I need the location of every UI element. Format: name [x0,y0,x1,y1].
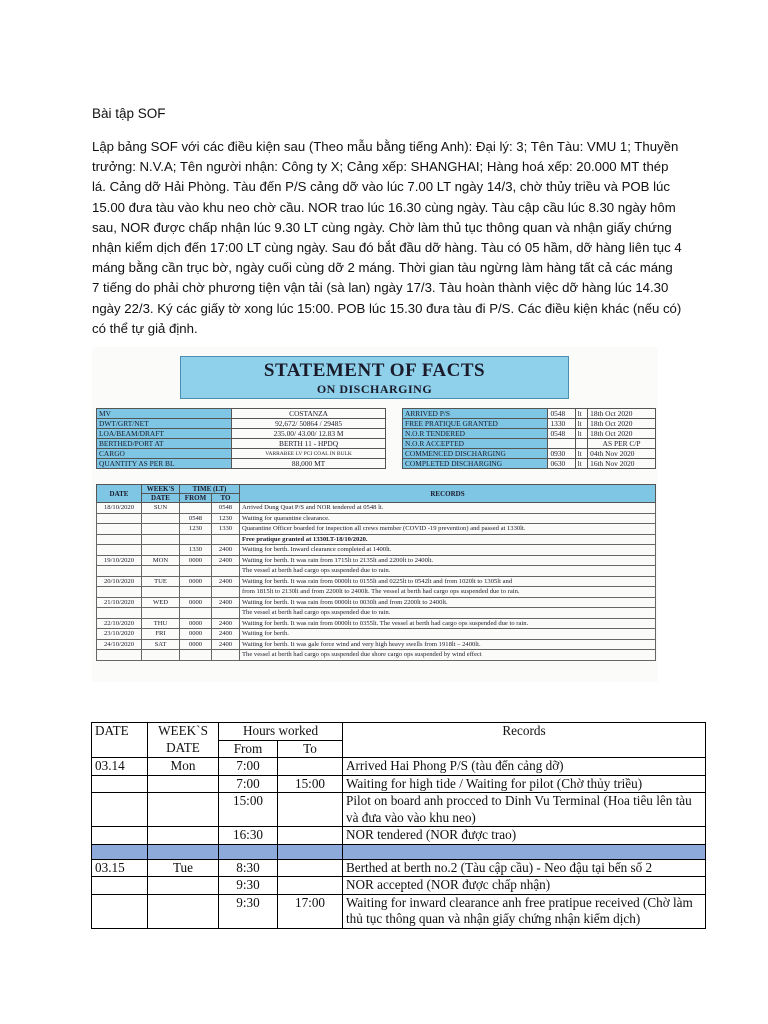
table-row [97,618,656,629]
info-label: COMMENCED DISCHARGING [403,449,548,459]
row-from: 0000 [180,576,212,587]
row-from [180,503,212,514]
sample-records-body [97,503,656,661]
table-row [97,639,656,650]
table-row [97,545,656,556]
row-date [92,894,148,928]
row-to: 2400 [212,576,240,587]
table-row [97,597,656,608]
row-date [97,650,142,661]
info-date: 16th Nov 2020 [588,459,656,469]
info-row [403,419,656,429]
document-title: Bài tập SOF [92,106,166,121]
info-unit: lt [575,409,588,419]
info-value: BERTH 11 - HPDQ [232,439,386,449]
row-from [180,650,212,661]
row-date: 03.14 [92,758,148,776]
info-label: LOA/BEAM/DRAFT [97,429,232,439]
row-from: 0000 [180,618,212,629]
table-row [92,827,706,845]
row-day: SUN [142,503,180,514]
row-from: 0000 [180,629,212,640]
row-date: 22/10/2020 [97,618,142,629]
info-label: QUANTITY AS PER BL [97,459,232,469]
info-time: 0930 [548,449,575,459]
sample-col-weeks: WEEK'S [142,485,180,494]
info-date: 18th Oct 2020 [588,429,656,439]
row-to [278,758,343,776]
info-value: VARRABEE LV PCI COAL IN BULK [232,449,386,459]
row-day: Mon [148,758,219,776]
row-record: from 1815lt to 2130lt and from 2200lt to 2400lt. The vessel at berth had cargo ops suspended due to rain. [240,587,656,598]
row-day: TUE [142,576,180,587]
info-row [403,459,656,469]
row-to [278,827,343,845]
row-date [97,545,142,556]
row-to: 1330 [212,524,240,535]
table-row [97,629,656,640]
info-date: 04th Nov 2020 [588,449,656,459]
table-row [97,566,656,577]
row-record: The vessel at berth had cargo ops suspended due shore cargo ops suspended by wind effect [240,650,656,661]
row-record: Free pratique granted at 1330LT-18/10/2020. [240,534,656,545]
info-value: 235.00/ 43.00/ 12.83 M [232,429,386,439]
row-day [148,827,219,845]
sof-col-weeks: WEEK`S [158,723,208,738]
info-label: ARRIVED P/S [403,409,548,419]
info-row [97,409,386,419]
info-label: COMPLETED DISCHARGING [403,459,548,469]
info-value: 92,672/ 50864 / 29485 [232,419,386,429]
sof-col-week-date: DATE [166,739,200,755]
row-to: 0548 [212,503,240,514]
table-row [92,894,706,928]
info-row [97,439,386,449]
table-row [92,859,706,877]
sof-col-hours: Hours worked [219,723,343,741]
row-day: SAT [142,639,180,650]
row-date: 20/10/2020 [97,576,142,587]
row-day [142,534,180,545]
row-record: Waiting for berth. It was rain from 0000lt to 0030lt and from 2200lt to 2400lt. [240,597,656,608]
row-date: 21/10/2020 [97,597,142,608]
row-day [142,650,180,661]
separator-cell [148,844,219,859]
row-day [142,513,180,524]
sample-sof-heading-box [180,356,569,399]
sample-col-week-date: DATE [142,494,180,503]
row-record: Quarantine Officer boarded for inspection all crews member (COVID -19 prevention) and passed at 1330lt. [240,524,656,535]
row-day [142,587,180,598]
row-day [148,894,219,928]
row-date: 19/10/2020 [97,555,142,566]
row-record: Waiting for berth. It was rain from 1715lt to 2135lt and 2200lt to 2400lt. [240,555,656,566]
sof-col-date: DATE [92,723,148,758]
row-record: Waiting for berth. Inward clearance completed at 1400lt. [240,545,656,556]
table-row [92,877,706,895]
row-record: Waiting for berth. It was rain from 0000lt to 0355lt. The vessel at berth had cargo ops suspended due to rain. [240,618,656,629]
row-to: 2400 [212,597,240,608]
row-date [92,827,148,845]
row-date [97,534,142,545]
separator-row [92,844,706,859]
row-from: 1330 [180,545,212,556]
row-day: MON [142,555,180,566]
info-unit: lt [575,429,588,439]
info-unit: lt [575,419,588,429]
row-to [278,859,343,877]
info-value: 88,000 MT [232,459,386,469]
info-value: COSTANZA [232,409,386,419]
table-row [92,775,706,793]
info-unit: lt [575,459,588,469]
row-day: WED [142,597,180,608]
info-time: 0630 [548,459,575,469]
row-to: 2400 [212,555,240,566]
row-from: 7:00 [219,775,278,793]
row-from [180,566,212,577]
row-to: 1230 [212,513,240,524]
row-date: 23/10/2020 [97,629,142,640]
table-row [97,503,656,514]
sof-col-records: Records [343,723,706,758]
row-date [97,587,142,598]
row-to [212,587,240,598]
row-day [148,877,219,895]
row-to: 2400 [212,618,240,629]
row-from: 9:30 [219,877,278,895]
info-label: CARGO [97,449,232,459]
row-day [142,608,180,619]
info-time [548,439,575,449]
sample-sof-image [92,347,658,682]
sample-col-to: TO [212,494,240,503]
row-to: 17:00 [278,894,343,928]
separator-cell [219,844,278,859]
separator-cell [343,844,706,859]
info-label: N.O.R TENDERED [403,429,548,439]
row-from [180,534,212,545]
row-to [212,534,240,545]
row-date [97,566,142,577]
info-time: 0548 [548,409,575,419]
separator-cell [278,844,343,859]
sample-vessel-info [96,408,386,469]
info-row [403,429,656,439]
info-row [97,419,386,429]
row-to [212,566,240,577]
row-from: 8:30 [219,859,278,877]
sof-col-to: To [278,740,343,758]
row-record: Waiting for quarantine clearance. [240,513,656,524]
row-day [142,524,180,535]
row-from: 15:00 [219,793,278,827]
sample-sof-heading: STATEMENT OF FACTS [263,360,486,381]
row-record: Waiting for berth. It was gale force wind and very high heavy swells from 1918lt – 2400lt. [240,639,656,650]
row-day [148,793,219,827]
row-record: The vessel at berth had cargo ops suspended due to rain. [240,608,656,619]
row-record: Waiting for inward clearance anh free pratipue received (Chờ làm thủ tục thông quan và nhận giấy chứng nhận kiểm dịch) [343,894,706,928]
row-date: 18/10/2020 [97,503,142,514]
row-record: Berthed at berth no.2 (Tàu cập cầu) - Neo đậu tại bến số 2 [343,859,706,877]
info-unit [575,439,588,449]
sample-col-records: RECORDS [240,485,656,503]
row-from: 0548 [180,513,212,524]
row-to [212,608,240,619]
info-row [403,449,656,459]
row-day [148,775,219,793]
row-date: 03.15 [92,859,148,877]
table-row [97,534,656,545]
table-row [97,576,656,587]
table-row [97,587,656,598]
row-record: Waiting for berth. It was rain from 0000lt to 0155lt and 0225lt to 0542lt and from 1020lt to 1305lt and [240,576,656,587]
sof-header-row [92,723,706,741]
row-from [180,608,212,619]
info-label: FREE PRATIQUE GRANTED [403,419,548,429]
sample-records-table [96,484,656,661]
table-row [97,555,656,566]
row-from: 0000 [180,639,212,650]
row-to: 2400 [212,629,240,640]
row-date [92,775,148,793]
row-day: Tue [148,859,219,877]
row-day [142,566,180,577]
row-date [97,608,142,619]
row-record: Arrived Hai Phong P/S (tàu đến cảng dỡ) [343,758,706,776]
row-date [97,513,142,524]
row-record: Waiting for berth. [240,629,656,640]
info-time: 0548 [548,429,575,439]
exercise-paragraph: Lập bảng SOF với các điều kiện sau (Theo mẫu bằng tiếng Anh): Đại lý: 3; Tên Tàu: VMU 1; Thuyền trưởng: N.V.A; Tên người nhận: Công ty X; Cảng xếp: SHANGHAI; Hàng hoá xếp: 20.000 MT thép lá. Cảng dỡ Hải Phòng. Tàu đến P/S cảng dỡ vào lúc 7.00 LT ngày 14/3, chờ thủy triều và POB lúc 15.00 đưa tàu vào khu neo chờ cầu. NOR trao lúc 16.30 cùng ngày. Tàu cập cầu lúc 8.30 ngày hôm sau, NOR được chấp nhận lúc 9.30 LT cùng ngày. Chờ làm thủ tục thông quan và nhận giấy chứng nhận kiểm dịch đến 17:00 LT cùng ngày. Sau đó bắt đầu dỡ hàng. Tàu có 05 hầm, dỡ hàng liên tục 4 máng bằng cần trục bờ, ngày cuối cùng dỡ 2 máng. Thời gian tàu ngừng làm hàng tất cả các máng 7 tiếng do phải chờ phương tiện vận tải (sà lan) ngày 17/3. Tàu hoàn thành việc dỡ hàng lúc 14.30 ngày 22/3. Ký các giấy tờ xong lúc 15:00. POB lúc 15.30 đưa tàu đi P/S. Các điều kiện khác (nếu có) có thể tự giả định. [92,139,682,336]
table-row [92,758,706,776]
row-record: The vessel at berth had cargo ops suspended due to rain. [240,566,656,577]
info-row [97,459,386,469]
row-from: 0000 [180,555,212,566]
row-to [278,877,343,895]
separator-cell [92,844,148,859]
row-date [92,793,148,827]
info-row [403,439,656,449]
row-from: 9:30 [219,894,278,928]
row-date [97,524,142,535]
info-label: MV [97,409,232,419]
row-record: NOR accepted (NOR được chấp nhận) [343,877,706,895]
row-to: 2400 [212,545,240,556]
sof-table [91,722,706,929]
sof-col-from: From [219,740,278,758]
row-from: 7:00 [219,758,278,776]
info-date: AS PER C/P [588,439,656,449]
info-label: N.O.R ACCEPTED [403,439,548,449]
info-date: 18th Oct 2020 [588,419,656,429]
row-from [180,587,212,598]
row-to [278,793,343,827]
table-row [97,650,656,661]
info-unit: lt [575,449,588,459]
row-record: Waiting for high tide / Waiting for pilot (Chờ thủy triều) [343,775,706,793]
info-row [97,449,386,459]
info-label: BERTHED/PORT AT [97,439,232,449]
table-row [97,524,656,535]
row-from: 16:30 [219,827,278,845]
sample-col-time: TIME (LT) [180,485,240,494]
info-time: 1330 [548,419,575,429]
table-row [97,608,656,619]
row-day: FRI [142,629,180,640]
sof-col-weekday [148,723,219,758]
sample-col-from: FROM [180,494,212,503]
row-date [92,877,148,895]
row-record: Arrived Dung Quat P/S and NOR tendered at 0548 lt. [240,503,656,514]
row-to: 15:00 [278,775,343,793]
row-record: Pilot on board anh procced to Dinh Vu Terminal (Hoa tiêu lên tàu và đưa vào vào khu neo) [343,793,706,827]
sample-sof-subheading: ON DISCHARGING [316,382,433,396]
sample-col-date: DATE [97,485,142,503]
info-row [97,429,386,439]
row-to [212,650,240,661]
table-row [92,793,706,827]
info-date: 18th Oct 2020 [588,409,656,419]
row-date: 24/10/2020 [97,639,142,650]
row-day: THU [142,618,180,629]
row-record: NOR tendered (NOR được trao) [343,827,706,845]
row-day [142,545,180,556]
row-from: 1230 [180,524,212,535]
row-from: 0000 [180,597,212,608]
info-row [403,409,656,419]
row-to: 2400 [212,639,240,650]
table-row [97,513,656,524]
sample-times-info [402,408,656,469]
info-label: DWT/GRT/NET [97,419,232,429]
